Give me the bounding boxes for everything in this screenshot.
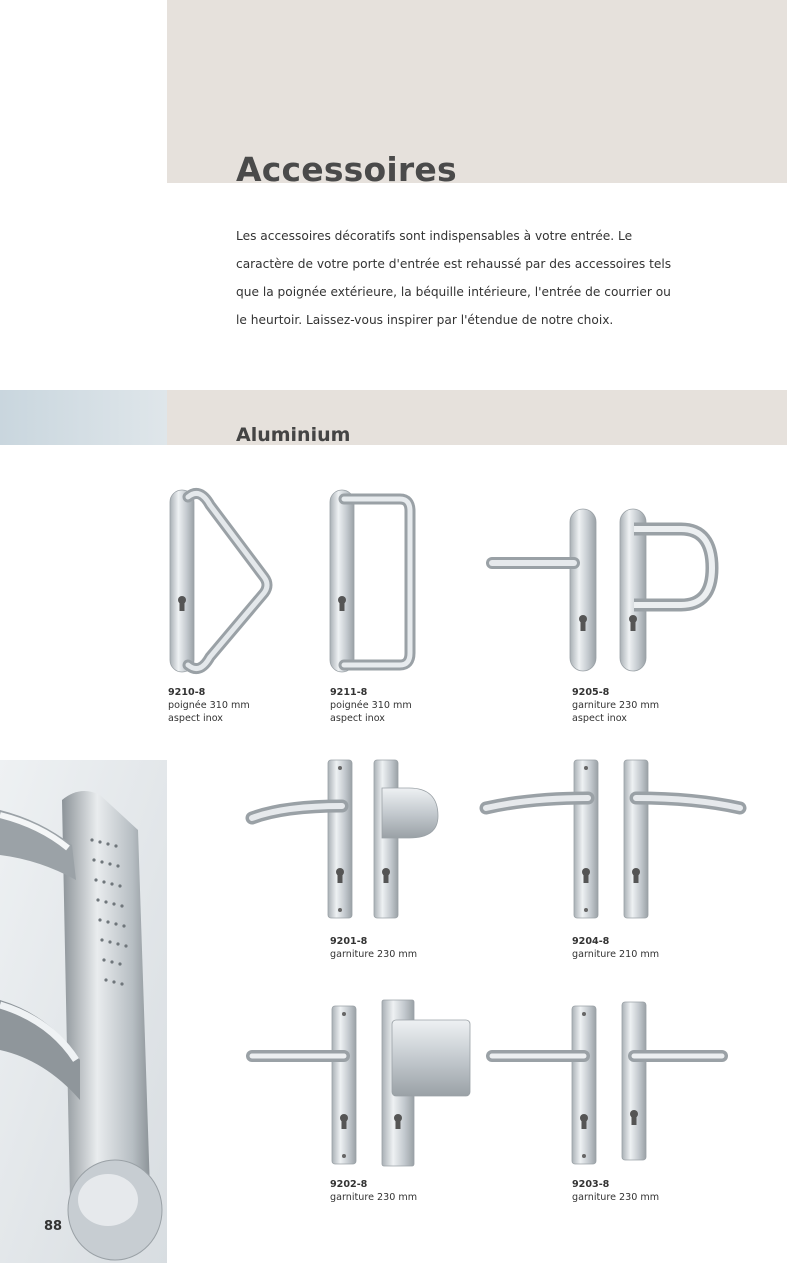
product-caption: 9211-8 poignée 310 mm aspect inox bbox=[330, 687, 412, 724]
door-furniture-icon bbox=[244, 758, 444, 923]
product-caption: 9204-8 garniture 210 mm bbox=[572, 936, 660, 960]
product-caption: 9210-8 poignée 310 mm aspect inox bbox=[168, 687, 250, 724]
product-caption: 9205-8 garniture 230 mm aspect inox bbox=[572, 687, 660, 724]
page-title: Accessoires bbox=[236, 150, 457, 189]
section-title: Aluminium bbox=[236, 424, 351, 446]
pull-handle-triangle-icon bbox=[160, 485, 275, 677]
door-furniture-icon bbox=[486, 1000, 731, 1170]
door-furniture-icon bbox=[246, 1000, 476, 1170]
pull-handle-u-icon bbox=[322, 485, 422, 677]
intro-text: Les accessoires décoratifs sont indispensables à votre entrée. Le caractère de votre porte d'entrée est rehaussé par des accessoires tels que la poignée extérieure, la béquille intérieure, l'entrée de courrier ou le heurtoir. Laissez-vous inspirer par l'étendue de notre choix. bbox=[236, 229, 672, 327]
product-caption: 9202-8 garniture 230 mm bbox=[330, 1179, 418, 1203]
door-furniture-icon bbox=[486, 505, 726, 675]
detail-photo-icon bbox=[0, 760, 167, 1263]
product-caption: 9201-8 garniture 230 mm bbox=[330, 936, 418, 960]
product-caption: 9203-8 garniture 230 mm bbox=[572, 1179, 660, 1203]
page-number: 88 bbox=[44, 1219, 63, 1234]
door-furniture-icon bbox=[480, 758, 750, 923]
accent-band bbox=[0, 390, 167, 445]
